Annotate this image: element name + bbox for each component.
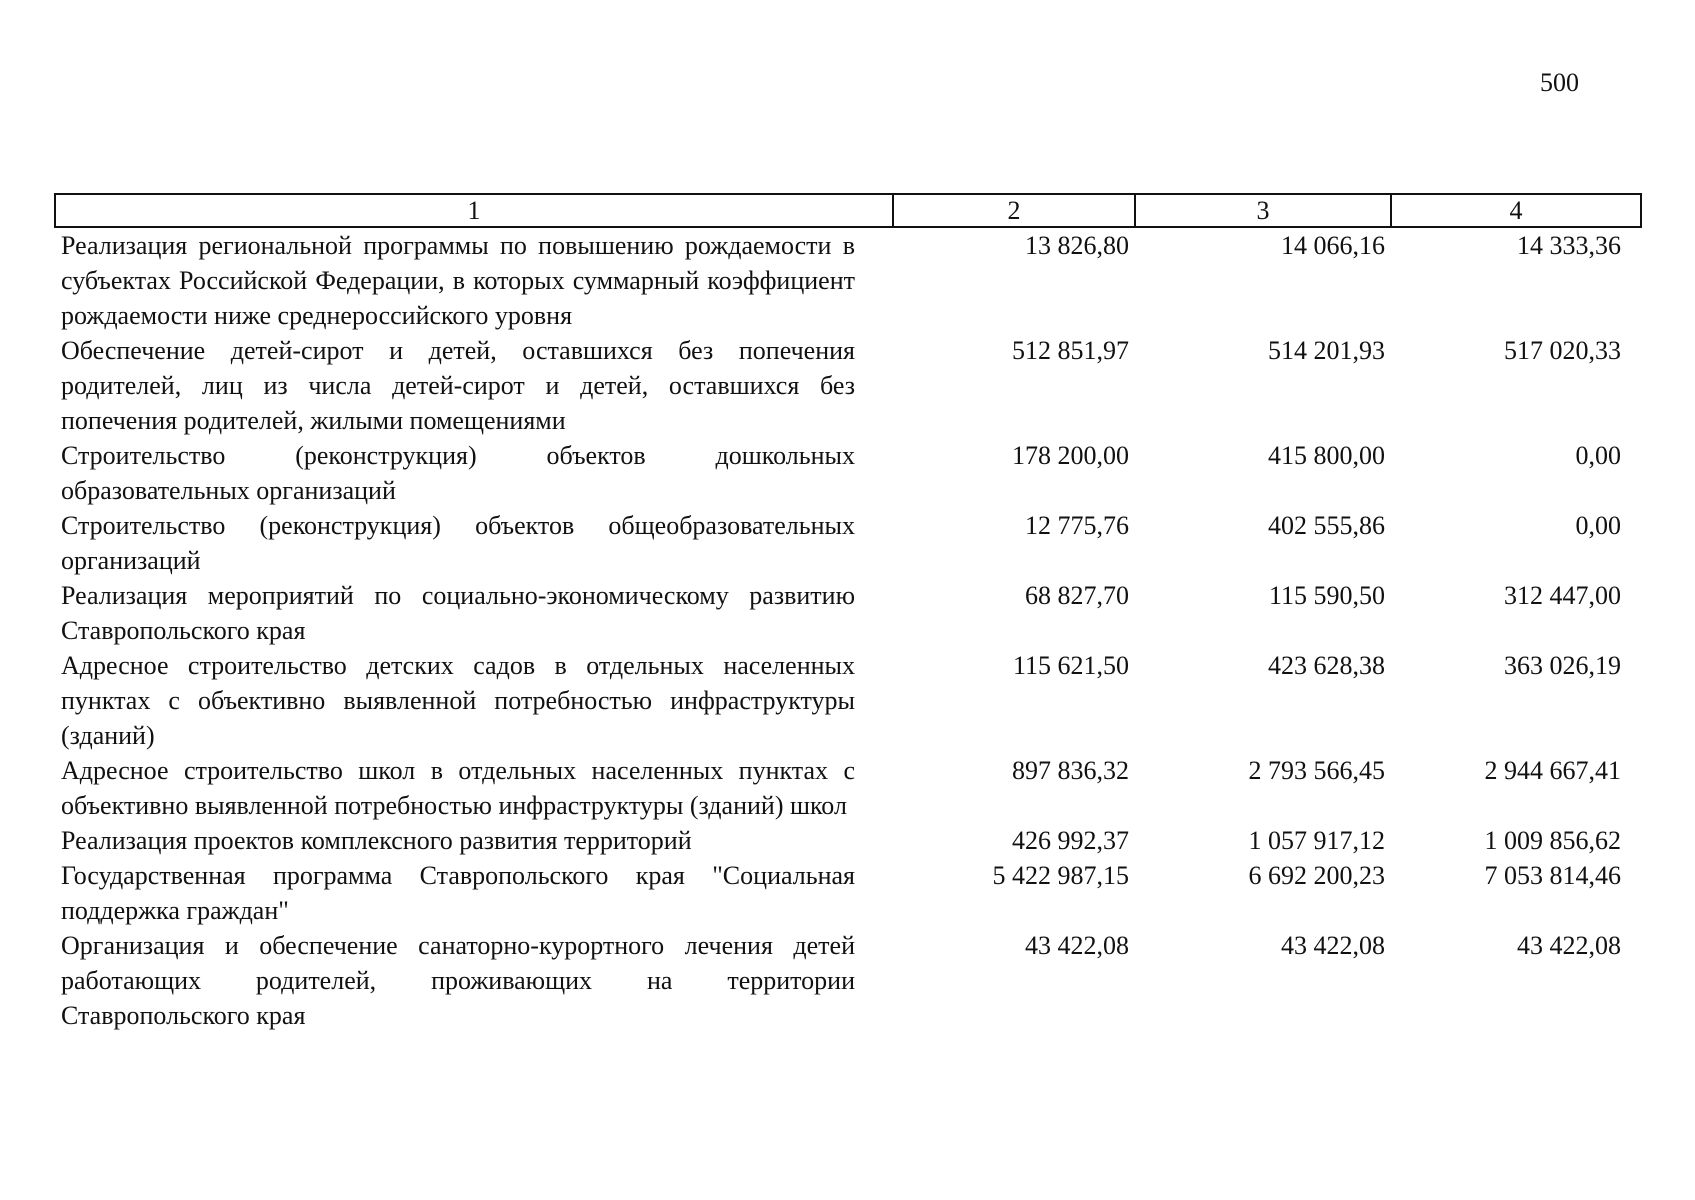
row-value-2: 68 827,70 [1025, 581, 1129, 610]
row-name: Строительство (реконструкция) объектов общеобразовательных организаций [61, 511, 855, 575]
row-name: Организация и обеспечение санаторно-курортного лечения детей работающих родителей, проживающих на территории Ставропольского края [61, 931, 855, 1030]
row-value-3: 6 692 200,23 [1248, 861, 1385, 890]
row-value-3: 1 057 917,12 [1248, 826, 1385, 855]
row-value-4: 43 422,08 [1517, 931, 1621, 960]
row-value-4: 363 026,19 [1504, 651, 1621, 680]
table-row [55, 227, 1641, 333]
row-name: Реализация проектов комплексного развития территорий [61, 826, 692, 855]
row-value-4: 0,00 [1575, 441, 1621, 470]
row-value-3: 115 590,50 [1268, 581, 1385, 610]
row-value-3: 14 066,16 [1281, 231, 1385, 260]
row-value-2: 897 836,32 [1012, 756, 1129, 785]
column-header-1: 1 [55, 194, 893, 227]
row-value-2: 512 851,97 [1012, 336, 1129, 365]
table-header [55, 194, 1641, 227]
row-value-4: 0,00 [1575, 511, 1621, 540]
table-row [55, 858, 1641, 928]
table-row [55, 928, 1641, 1033]
row-value-3: 43 422,08 [1281, 931, 1385, 960]
row-value-2: 115 621,50 [1012, 651, 1129, 680]
row-value-3: 402 555,86 [1268, 511, 1385, 540]
row-value-2: 178 200,00 [1012, 441, 1129, 470]
row-value-3: 514 201,93 [1268, 336, 1385, 365]
column-header-4: 4 [1391, 194, 1641, 227]
row-name: Обеспечение детей-сирот и детей, оставшихся без попечения родителей, лиц из числа детей-сирот и детей, оставшихся без попечения родителей, жилыми помещениями [61, 336, 855, 435]
table-row [55, 823, 1641, 858]
row-value-2: 13 826,80 [1025, 231, 1129, 260]
column-header-2: 2 [893, 194, 1135, 227]
row-value-3: 2 793 566,45 [1248, 756, 1385, 785]
table-row [55, 578, 1641, 648]
row-value-2: 5 422 987,15 [992, 861, 1129, 890]
row-value-4: 1 009 856,62 [1484, 826, 1621, 855]
row-value-4: 312 447,00 [1504, 581, 1621, 610]
page-number: 500 [1540, 68, 1579, 97]
row-name: Государственная программа Ставропольского края "Социальная поддержка граждан" [61, 861, 855, 925]
row-name: Реализация мероприятий по социально-экономическому развитию Ставропольского края [61, 581, 855, 645]
table-row [55, 508, 1641, 578]
row-value-4: 517 020,33 [1504, 336, 1621, 365]
row-value-3: 415 800,00 [1268, 441, 1385, 470]
row-value-4: 14 333,36 [1517, 231, 1621, 260]
header-row [55, 194, 1641, 227]
table-row [55, 753, 1641, 823]
table-row [55, 333, 1641, 438]
row-name: Адресное строительство школ в отдельных населенных пунктах с объективно выявленной потребностью инфраструктуры (зданий) школ [61, 756, 855, 820]
table-body [55, 227, 1641, 1033]
table-row [55, 438, 1641, 508]
row-name: Реализация региональной программы по повышению рождаемости в субъектах Российской Федерации, в которых суммарный коэффициент рождаемости ниже среднероссийского уровня [61, 231, 855, 330]
row-value-2: 12 775,76 [1025, 511, 1129, 540]
row-name: Адресное строительство детских садов в отдельных населенных пунктах с объективно выявленной потребностью инфраструктуры (зданий) [61, 651, 855, 750]
row-value-4: 2 944 667,41 [1484, 756, 1621, 785]
row-value-4: 7 053 814,46 [1484, 861, 1621, 890]
row-value-2: 43 422,08 [1025, 931, 1129, 960]
table-row [55, 648, 1641, 753]
row-name: Строительство (реконструкция) объектов дошкольных образовательных организаций [61, 441, 855, 505]
row-value-3: 423 628,38 [1268, 651, 1385, 680]
column-header-3: 3 [1135, 194, 1391, 227]
row-value-2: 426 992,37 [1012, 826, 1129, 855]
budget-table [54, 193, 1642, 1033]
